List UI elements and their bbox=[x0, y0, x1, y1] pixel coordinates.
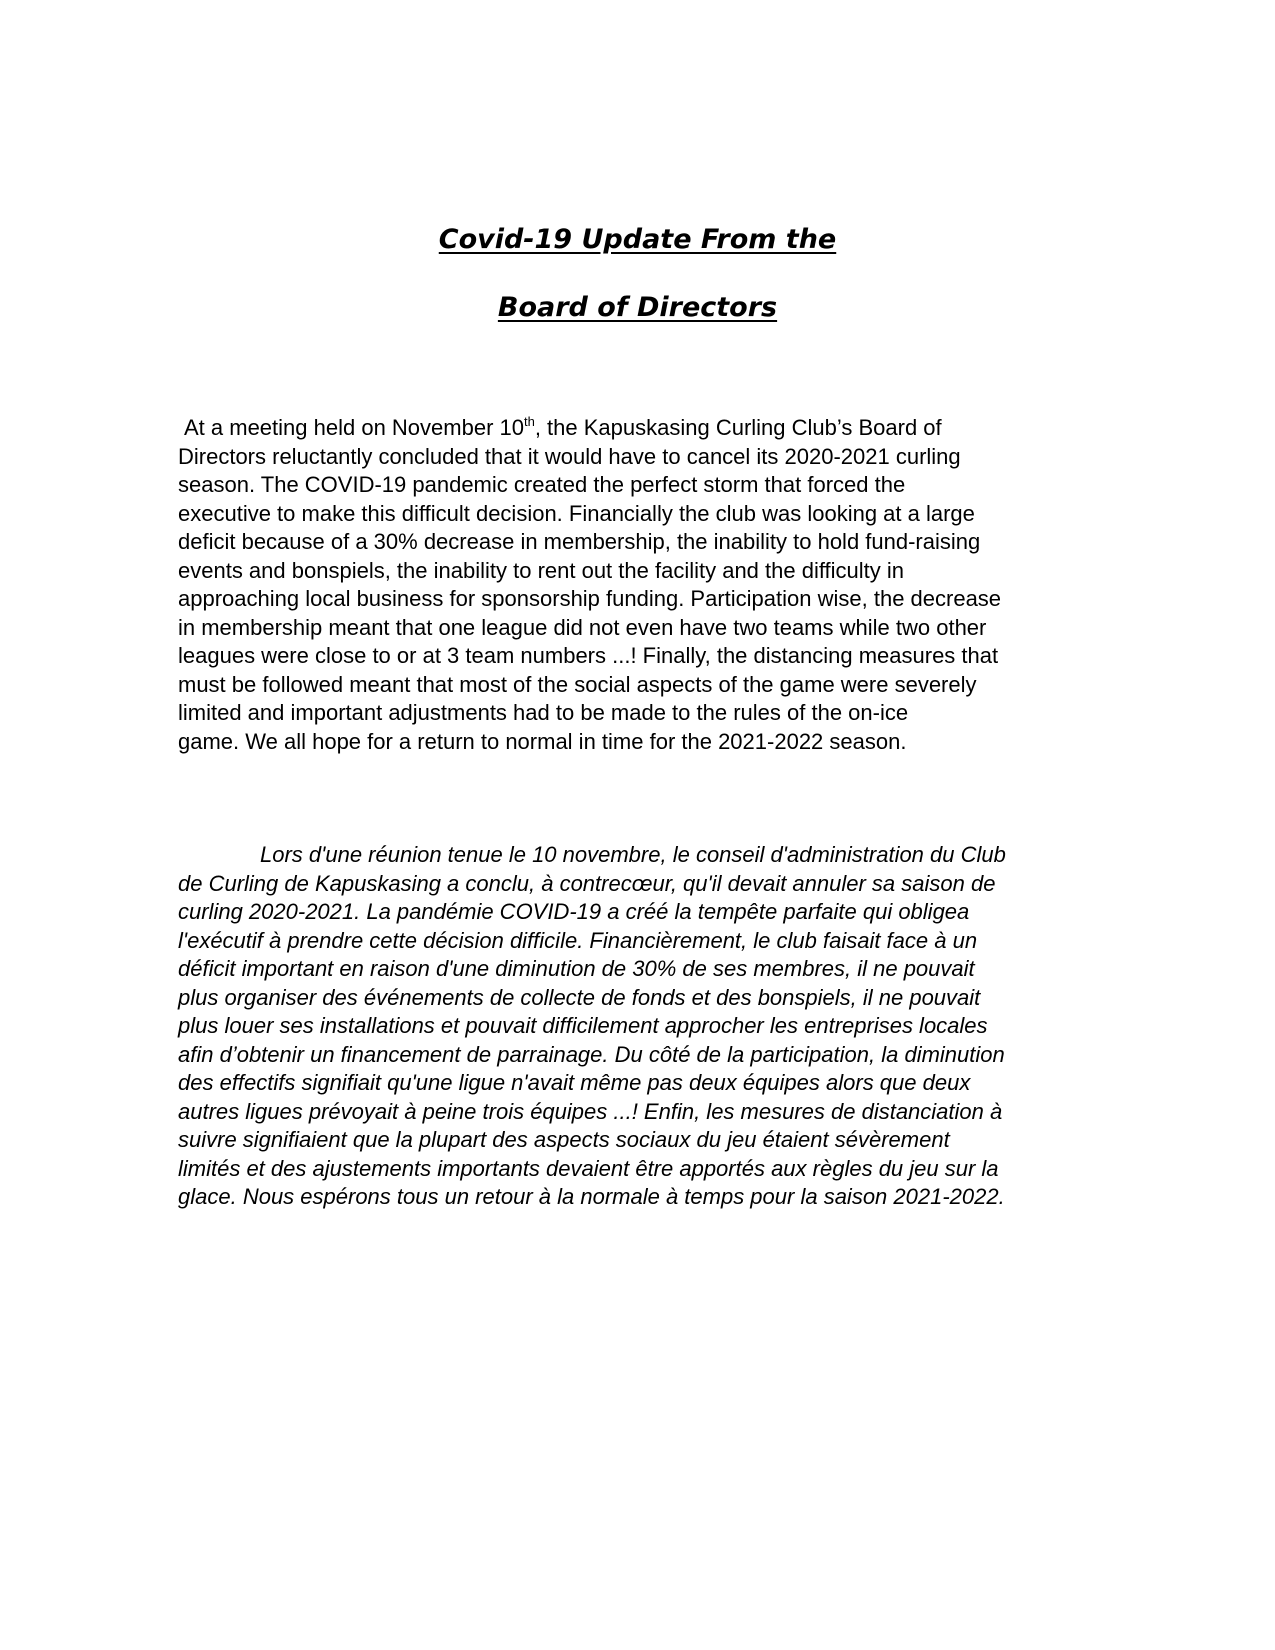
french-line: Lors d'une réunion tenue le 10 novembre, le conseil d'administration du Club bbox=[260, 842, 1006, 867]
french-line: glace. Nous espérons tous un retour à la normale à temps pour la saison 2021-2022. bbox=[178, 1184, 1005, 1209]
ordinal-superscript: th bbox=[523, 414, 535, 429]
english-line-1-text: At a meeting held on November 10 bbox=[184, 415, 524, 440]
document-title-line-1: Covid-19 Update From the bbox=[438, 224, 837, 255]
document-title-line-2: Board of Directors bbox=[497, 292, 778, 323]
french-line: des effectifs signifiait qu'une ligue n'avait même pas deux équipes alors que deux bbox=[178, 1070, 971, 1095]
english-paragraph bbox=[178, 414, 1118, 756]
english-line: leagues were close to or at 3 team numbers ...! Finally, the distancing measures that bbox=[178, 643, 999, 668]
french-line: suivre signifiaient que la plupart des aspects sociaux du jeu étaient sévèrement bbox=[178, 1127, 950, 1152]
english-line: season. The COVID-19 pandemic created the perfect storm that forced the bbox=[178, 472, 906, 497]
english-line: limited and important adjustments had to be made to the rules of the on-ice bbox=[178, 700, 909, 725]
english-line: Directors reluctantly concluded that it would have to cancel its 2020-2021 curling bbox=[178, 443, 961, 469]
french-line: limités et des ajustements importants devaient être apportés aux règles du jeu sur la bbox=[178, 1155, 999, 1181]
french-line: plus organiser des événements de collecte de fonds et des bonspiels, il ne pouvait bbox=[178, 984, 981, 1010]
french-line: l'exécutif à prendre cette décision difficile. Financièrement, le club faisait face à un bbox=[178, 927, 978, 953]
english-line: deficit because of a 30% decrease in membership, the inability to hold fund-raising bbox=[178, 529, 981, 554]
english-line bbox=[178, 414, 1118, 443]
english-line: game. We all hope for a return to normal in time for the 2021-2022 season. bbox=[178, 728, 907, 754]
english-line: in membership meant that one league did not even have two teams while two other bbox=[178, 614, 987, 640]
french-paragraph bbox=[178, 841, 1118, 1212]
english-line: must be followed meant that most of the social aspects of the game were severely bbox=[178, 671, 977, 697]
english-line-1-text-end: , the Kapuskasing Curling Club’s Board of bbox=[534, 415, 942, 440]
english-line: executive to make this difficult decision. Financially the club was looking at a large bbox=[178, 500, 975, 526]
french-line: afin d’obtenir un financement de parrainage. Du côté de la participation, la diminution bbox=[178, 1041, 1005, 1067]
french-line: déficit important en raison d'une diminution de 30% de ses membres, il ne pouvait bbox=[178, 956, 975, 981]
french-line: de Curling de Kapuskasing a conclu, à contrecœur, qu'il devait annuler sa saison de bbox=[178, 870, 996, 896]
french-line: curling 2020-2021. La pandémie COVID-19 a créé la tempête parfaite qui obligea bbox=[178, 899, 970, 924]
english-line: events and bonspiels, the inability to rent out the facility and the difficulty in bbox=[178, 557, 905, 583]
french-line: plus louer ses installations et pouvait difficilement approcher les entreprises locales bbox=[178, 1013, 988, 1038]
french-line: autres ligues prévoyait à peine trois équipes ...! Enfin, les mesures de distanciation à bbox=[178, 1098, 1003, 1124]
english-line: approaching local business for sponsorship funding. Participation wise, the decrease bbox=[178, 586, 1002, 611]
